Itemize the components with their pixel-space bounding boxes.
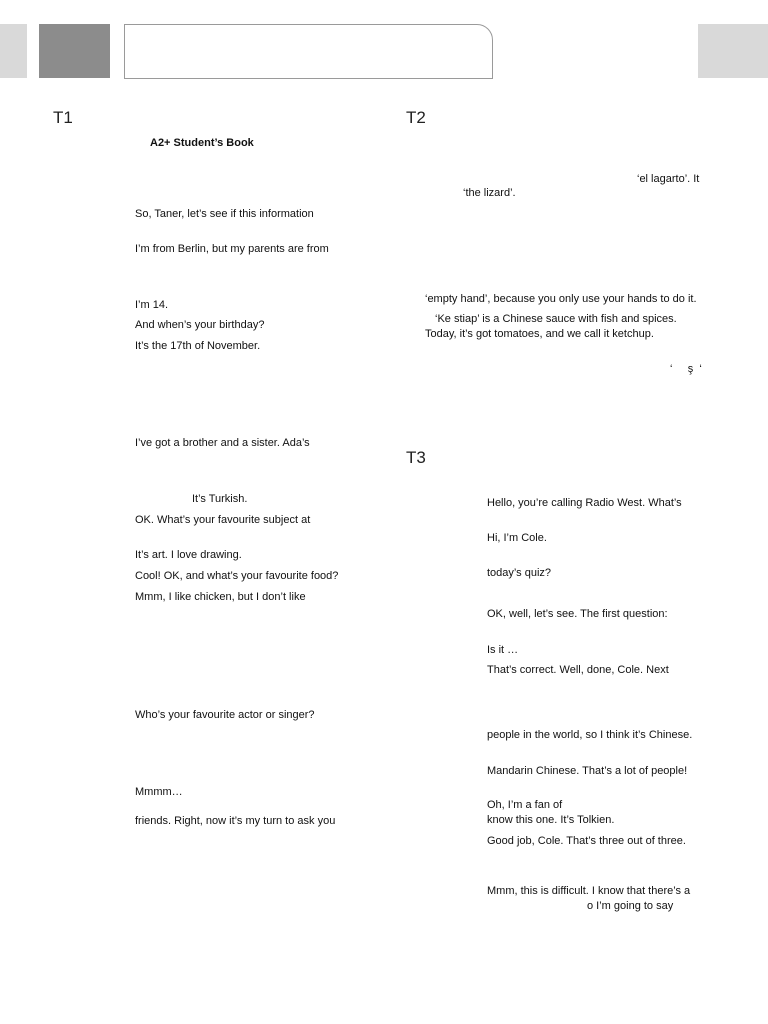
t2-line: ‘el lagarto’. It	[637, 173, 700, 185]
t1-line: Mmm, I like chicken, but I don’t like	[135, 591, 306, 603]
header-tab-right	[698, 24, 768, 78]
t3-line: OK, well, let’s see. The first question:	[487, 608, 668, 620]
t1-line: So, Taner, let’s see if this information	[135, 208, 314, 220]
t2-line: ‘ ş ‘	[670, 363, 702, 375]
t3-line: Good job, Cole. That’s three out of three.	[487, 835, 686, 847]
header-tab-dark	[39, 24, 110, 78]
book-title: A2+ Student’s Book	[150, 137, 254, 149]
t2-line: ‘empty hand’, because you only use your hands to do it.	[425, 293, 697, 305]
section-heading-t1: T1	[53, 108, 73, 127]
t3-line: Is it …	[487, 644, 519, 656]
t2-line: Today, it’s got tomatoes, and we call it ketchup.	[425, 328, 654, 340]
t1-line: Cool! OK, and what’s your favourite food?	[135, 570, 339, 582]
t3-line: Mmm, this is difficult. I know that there’s a	[487, 885, 691, 897]
t1-line: OK. What’s your favourite subject at	[135, 514, 311, 526]
t3-line: know this one. It’s Tolkien.	[487, 814, 615, 826]
t3-line: o I’m going to say	[587, 900, 674, 912]
section-heading-t3: T3	[406, 448, 426, 467]
t3-line: people in the world, so I think it’s Chinese.	[487, 729, 693, 741]
header-title-box	[124, 24, 493, 79]
t1-line: friends. Right, now it’s my turn to ask you	[135, 815, 336, 827]
t3-line: Mandarin Chinese. That’s a lot of people!	[487, 765, 688, 777]
t3-line: Hello, you’re calling Radio West. What’s	[487, 497, 682, 509]
t3-line: Oh, I’m a fan of	[487, 799, 563, 811]
t1-line: It’s art. I love drawing.	[135, 549, 242, 561]
t2-line: ‘Ke stiap’ is a Chinese sauce with fish and spices.	[435, 313, 677, 325]
section-heading-t2: T2	[406, 108, 426, 127]
t1-line: I’m 14.	[135, 299, 169, 311]
t2-line: ‘the lizard’.	[463, 187, 516, 199]
t3-line: That’s correct. Well, done, Cole. Next	[487, 664, 669, 676]
t1-line: It’s the 17th of November.	[135, 340, 261, 352]
t3-line: Hi, I’m Cole.	[487, 532, 547, 544]
t1-line: And when’s your birthday?	[135, 319, 265, 331]
header-tab-left-edge	[0, 24, 27, 78]
t1-line: It’s Turkish.	[192, 493, 248, 505]
t1-line: I’m from Berlin, but my parents are from	[135, 243, 329, 255]
t1-line: I’ve got a brother and a sister. Ada’s	[135, 437, 310, 449]
t1-line: Mmmm…	[135, 786, 183, 798]
t3-line: today’s quiz?	[487, 567, 552, 579]
t1-line: Who’s your favourite actor or singer?	[135, 709, 315, 721]
